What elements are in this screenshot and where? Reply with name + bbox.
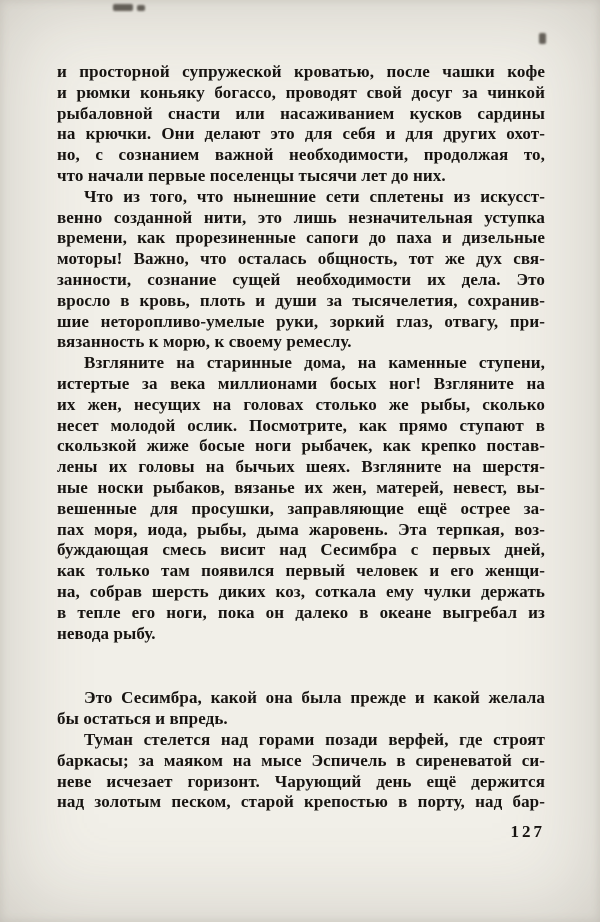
text-line: вешенные для просушки, заправляющие ещё острее за-	[57, 498, 545, 518]
text-line: занности, сознание сущей необходимости их дела. Это	[57, 269, 545, 289]
text-line: рыбаловной снасти или насаживанием кусков сардины	[57, 103, 545, 123]
page-number: 127	[510, 822, 545, 841]
text-line: шие неторопливо-умелые руки, зоркий глаз, отвагу, при-	[57, 311, 545, 331]
text-line: над золотым песком, старой крепостью в порту, над бар-	[57, 792, 545, 812]
scan-artifact	[137, 5, 145, 11]
text-line: ные носки рыбаков, вязанье их жен, матерей, невест, вы-	[57, 477, 545, 497]
text-line: Это Сесимбра, какой она была прежде и какой желала	[84, 688, 545, 708]
paragraph	[57, 688, 545, 730]
scan-artifact	[113, 4, 133, 11]
text-line: вязанность к морю, к своему ремеслу.	[57, 332, 352, 352]
paragraph	[57, 62, 545, 187]
text-line: и просторной супружеской кроватью, после чашки кофе	[57, 62, 545, 81]
paragraph	[57, 353, 545, 644]
text-line: баркасы; за маяком на мысе Эспичель в сиреневатой си-	[57, 750, 545, 770]
text-line: в тепле его ноги, пока он далеко в океане выгребал из	[57, 602, 545, 622]
text-line: несет молодой ослик. Посмотрите, как прямо ступают в	[57, 415, 545, 435]
text-line: пах моря, иода, рыбы, дыма жаровень. Эта терпкая, воз-	[57, 519, 545, 539]
text-line: невода рыбу.	[57, 623, 156, 643]
text-line: бы остаться и впредь.	[57, 709, 228, 729]
text-line: моторы! Важно, что осталась общность, тот же дух свя-	[57, 249, 545, 269]
text-line: но, с сознанием важной необходимости, продолжая то,	[57, 145, 545, 165]
text-line: времени, как прорезиненные сапоги до паха и дизельные	[57, 228, 545, 248]
text-block	[57, 62, 545, 813]
text-line: Взгляните на старинные дома, на каменные ступени,	[84, 353, 545, 373]
scan-artifact	[539, 33, 546, 44]
text-line: что начали первые поселенцы тысячи лет до них.	[57, 165, 446, 185]
text-line: истертые за века миллионами босых ног! Взгляните на	[57, 373, 545, 393]
paragraph	[57, 187, 545, 353]
text-line: вросло в кровь, плоть и души за тысячелетия, сохранив-	[57, 290, 545, 310]
text-line: их жен, несущих на головах столько же рыбы, сколько	[57, 394, 545, 414]
text-line: буждающая смесь висит над Сесимбра с первых дней,	[57, 540, 545, 560]
text-line: Туман стелется над горами позади верфей, где строят	[84, 729, 545, 749]
text-line: на крючки. Они делают это для себя и для других охот-	[57, 124, 545, 144]
text-line: неве исчезает горизонт. Чарующий день ещё держится	[57, 771, 545, 791]
text-line: Что из того, что нынешние сети сплетены из искусст-	[84, 186, 545, 206]
text-line: венно созданной нити, это лишь незначительная уступка	[57, 207, 545, 227]
text-line: и рюмки коньяку богассо, проводят свой досуг за чинкой	[57, 82, 545, 102]
text-line: на, собрав шерсть диких коз, соткала ему чулки держать	[57, 581, 545, 601]
text-line: лены их головы на бычьих шеях. Взгляните на шерстя-	[57, 457, 545, 477]
text-line: скользкой жиже босые ноги рыбачек, как крепко постав-	[57, 436, 545, 456]
text-line: как только там появился первый человек и его женщи-	[57, 561, 545, 581]
paragraph	[57, 730, 545, 813]
